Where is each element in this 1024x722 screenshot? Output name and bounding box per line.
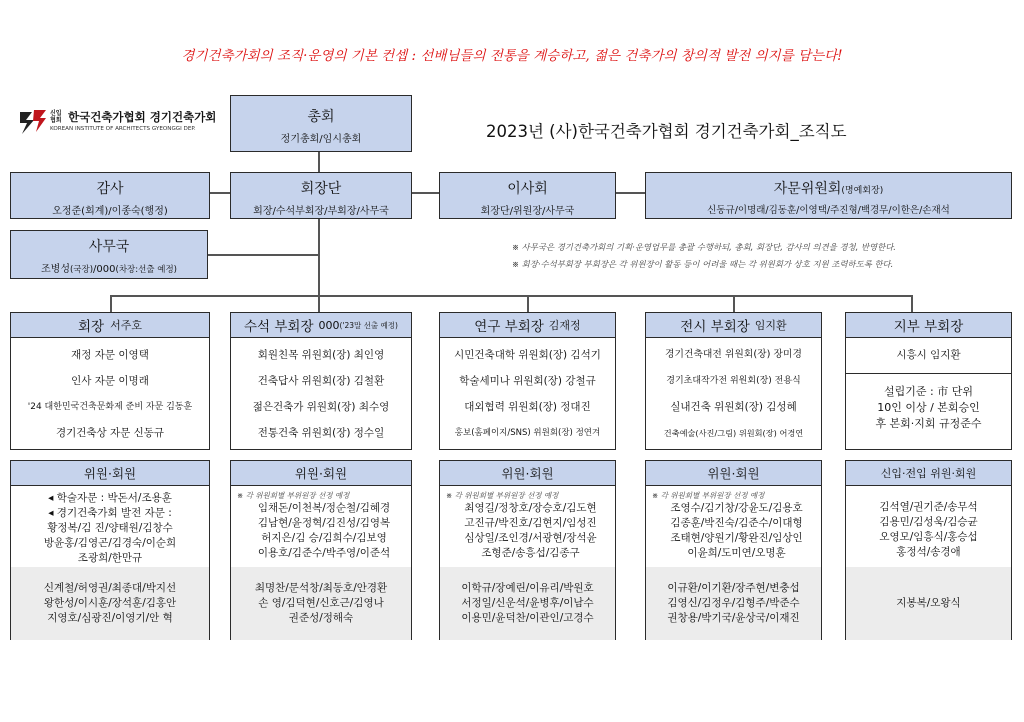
- audit-members: 오정준(회계)/이종숙(행정): [52, 206, 168, 217]
- president-header: [11, 313, 209, 338]
- division-item: 재정 자문 이영택: [71, 349, 149, 361]
- member-line: 조태현/양원기/황완진/임상인: [670, 532, 803, 544]
- connector-line: [616, 192, 645, 194]
- president-head: 회장: [78, 319, 105, 335]
- research-vp-header: [440, 313, 615, 338]
- logo: [18, 108, 218, 138]
- senior-vp-members-header: [231, 461, 411, 486]
- senior-vp-header: [231, 313, 411, 338]
- general-meeting-title: 총회: [307, 109, 335, 125]
- members-title: 위원·회원: [294, 466, 348, 481]
- logo-mark: 신입 협회: [50, 110, 62, 124]
- division-item: 인사 자문 이명래: [71, 375, 149, 387]
- president-members-box: [10, 460, 210, 640]
- general-meeting-box: [230, 95, 412, 152]
- general-meeting-sub: 정기총회/임시총회: [280, 134, 362, 145]
- secretariat-deputy: /000: [93, 264, 116, 275]
- member-line: 권창용/박기국/윤상국/이재진: [667, 612, 800, 624]
- member-line: 오영모/임흥식/홍승섭: [879, 531, 978, 543]
- branch-members-header: [846, 461, 1011, 486]
- connector-line: [527, 295, 529, 312]
- member-line: 방윤홍/김영곤/김경숙/이순희: [43, 537, 177, 549]
- branch-vp-header: [846, 313, 1011, 338]
- connector-line: [318, 295, 320, 312]
- member-line: 최영길/정창호/장승호/김도현: [464, 502, 597, 514]
- research-vp-members-box: [439, 460, 616, 640]
- secretariat-title: 사무국: [88, 239, 130, 255]
- connector-line: [110, 295, 912, 297]
- secretariat-members: [11, 260, 207, 275]
- senior-vp-head: 수석 부회장: [244, 319, 314, 335]
- president-box: [10, 312, 210, 450]
- member-line: 홍정석/송경애: [896, 546, 961, 558]
- member-line: 이용호/김준수/박주영/이준석: [257, 547, 391, 559]
- criteria-line: 설립기준 : 市 단위: [884, 385, 973, 398]
- member-line: 심상일/조인경/서광현/장석윤: [464, 532, 597, 544]
- members-top: [846, 486, 1011, 567]
- member-line: 허지은/김 승/김희수/김보영: [261, 532, 387, 544]
- document-title: 2023년 (사)한국건축가협회 경기건축가회_조직도: [486, 122, 847, 141]
- members-title: 위원·회원: [707, 466, 760, 481]
- kia-logo-icon: [18, 108, 48, 136]
- divider: [846, 373, 1011, 374]
- division-item: 경기초대작가전 위원회(장) 전용식: [666, 376, 801, 386]
- members-top: [11, 486, 209, 567]
- member-line: 이규환/이기환/장주현/변충섭: [667, 582, 800, 594]
- member-line: ◂ 학술자문 : 박돈서/조용훈: [48, 492, 172, 504]
- research-vp-head: 연구 부회장: [474, 319, 544, 335]
- connector-line: [318, 219, 320, 295]
- logo-name-ko: 한국건축가협회 경기건축가회: [68, 110, 217, 124]
- member-line: 고진규/박진호/김현지/임성진: [464, 517, 597, 529]
- division-item: 시민건축대학 위원회(장) 김석기: [454, 349, 601, 361]
- member-line: 권준성/정해숙: [288, 612, 354, 624]
- secretariat-chief-note: (국장): [69, 265, 94, 275]
- members-bottom: [11, 567, 209, 640]
- senior-vp-head-note: ('23말 선출 예정): [339, 320, 398, 330]
- note-line: ※ 회장·수석부회장 부회장은 각 위원장이 활동 등이 어려울 때는 각 위원회가 상호 지원 조력하도록 한다.: [512, 259, 894, 269]
- members-bottom: [646, 567, 821, 640]
- connector-line: [110, 295, 112, 312]
- members-title: 위원·회원: [83, 466, 137, 481]
- concept-tagline: 경기건축가회의 조직·운영의 기본 컨셉 : 선배님들의 전통을 계승하고, 젊은 건축가의 창의적 발전 의지를 담는다!: [181, 48, 843, 64]
- logo-name-en: KOREAN INSTITUTE OF ARCHITECTS GYEONGGI DEP.: [50, 126, 196, 132]
- members-top: [440, 486, 615, 567]
- member-line: 김남현/윤정혁/김진성/김영복: [257, 517, 391, 529]
- member-line: 임채돈/이천복/정순철/김혜경: [257, 502, 391, 514]
- branch-vp-box: [845, 312, 1012, 450]
- exhibition-vp-box: [645, 312, 822, 450]
- members-bottom: [846, 567, 1011, 640]
- audit-title: 감사: [96, 181, 124, 197]
- division-item: 건축답사 위원회(장) 김철환: [257, 375, 385, 387]
- member-line: 조광희/한만규: [77, 552, 143, 564]
- member-line: 김용민/김성욱/김승균: [879, 516, 978, 528]
- members-bottom: [231, 567, 411, 640]
- exhibition-vp-members-box: [645, 460, 822, 640]
- member-line: 조영수/김기창/강윤도/김용호: [670, 502, 803, 514]
- division-item: 경기건축대전 위원회(장) 장미경: [665, 349, 802, 360]
- division-item: 대외협력 위원회(장) 정대진: [464, 401, 591, 413]
- president-members-header: [11, 461, 209, 486]
- division-item: 전통건축 위원회(장) 정수일: [257, 427, 385, 439]
- member-line: 지영호/심광진/이영기/안 혁: [47, 612, 173, 624]
- leadership-sub: 회장/수석부회장/부회장/사무국: [253, 206, 389, 217]
- advisory-title-note: (명예회장): [841, 186, 884, 196]
- exhibition-vp-members-header: [646, 461, 821, 486]
- research-vp-members-header: [440, 461, 615, 486]
- exhibition-vp-head-name: 임지환: [754, 319, 787, 332]
- leadership-box: [230, 172, 412, 219]
- member-line: 신계철/허영권/최종대/박지선: [43, 582, 177, 594]
- branch-members-box: [845, 460, 1012, 640]
- secretariat-box: [10, 230, 208, 279]
- connector-line: [208, 254, 318, 256]
- secretariat-deputy-note: (차장:선출 예정): [115, 265, 177, 275]
- leadership-title: 회장단: [300, 181, 342, 197]
- members-title: 위원·회원: [501, 466, 554, 481]
- division-item: 젊은건축가 위원회(장) 최수영: [252, 401, 390, 413]
- note-line: ※ 사무국은 경기건축가회의 기획·운영업무를 총괄 수행하되, 총회, 회장단, 감사의 의견을 경청, 반영한다.: [512, 242, 896, 252]
- member-line: 김석열/권기준/송무석: [879, 501, 978, 513]
- members-top: [231, 486, 411, 567]
- member-line: ◂ 경기건축가회 발전 자문 :: [48, 507, 172, 519]
- notes: [512, 241, 990, 270]
- members-note: ※ 각 위원회별 부위원장 선정 예정: [237, 491, 350, 500]
- member-line: 이학규/장예린/이유리/박원호: [461, 582, 594, 594]
- advisory-title: 자문위원회: [773, 181, 842, 197]
- advisory-box: [645, 172, 1012, 219]
- audit-box: [10, 172, 210, 219]
- secretariat-chief: 조병성: [41, 264, 70, 275]
- division-item: 실내건축 위원회(장) 김성혜: [670, 401, 797, 413]
- connector-line: [911, 295, 913, 312]
- members-top: [646, 486, 821, 567]
- board-sub: 회장단/위원장/사무국: [480, 206, 575, 217]
- advisory-members: 신동규/이명래/김동훈/이영택/주진형/백경무/이한은/손재석: [707, 205, 950, 216]
- criteria-line: 10인 이상 / 본회승인: [877, 401, 980, 414]
- division-item: 건축예술(사진/그림) 위원회(장) 어경연: [663, 428, 804, 438]
- member-line: 이용민/윤덕찬/이관인/고경수: [461, 612, 594, 624]
- connector-line: [318, 152, 320, 172]
- connector-line: [733, 295, 735, 312]
- senior-vp-members-box: [230, 460, 412, 640]
- member-line: 서정일/신운석/윤병후/이남수: [461, 597, 594, 609]
- member-line: 손 영/김덕현/신호근/김영나: [258, 597, 384, 609]
- member-line: 이윤희/도미연/오명훈: [687, 547, 786, 559]
- branch-vp-head: 지부 부회장: [893, 319, 964, 335]
- division-item: 시흥시 임지환: [896, 349, 961, 361]
- research-vp-head-name: 김재정: [548, 319, 581, 332]
- members-title: 신입·전입 위원·회원: [880, 467, 977, 480]
- member-line: 황정복/김 진/양태원/김창수: [47, 522, 173, 534]
- senior-vp-box: [230, 312, 412, 450]
- member-line: 지봉복/오왕식: [896, 597, 961, 609]
- exhibition-vp-header: [646, 313, 821, 338]
- division-item: 회원친목 위원회(장) 최인영: [257, 349, 385, 361]
- member-line: 조형준/송흥섭/김종구: [481, 547, 580, 559]
- member-line: 왕한성/이시훈/장석훈/김홍안: [43, 597, 177, 609]
- division-item: 경기건축상 자문 신동규: [55, 427, 165, 439]
- board-title: 이사회: [507, 181, 548, 197]
- criteria-line: 후 본회·지회 규정준수: [875, 417, 982, 430]
- advisory-title-row: [646, 178, 1011, 198]
- member-line: 김종훈/박진숙/김준수/이대형: [670, 517, 803, 529]
- connector-line: [210, 192, 230, 194]
- division-item: 홍보(홈페이지/SNS) 위원회(장) 정연겨: [454, 428, 601, 438]
- senior-vp-head-name: 000: [318, 318, 340, 332]
- members-note: ※ 각 위원회별 부위원장 선정 예정: [652, 491, 765, 500]
- board-box: [439, 172, 616, 219]
- division-item: 학술세미나 위원회(장) 강철규: [459, 375, 596, 387]
- president-head-name: 서주호: [110, 319, 142, 332]
- member-line: 김영신/김정우/김형주/박준수: [667, 597, 800, 609]
- branch-criteria: [846, 384, 1011, 432]
- exhibition-vp-head: 전시 부회장: [680, 319, 750, 335]
- member-line: 최명찬/문석창/최동호/안경환: [254, 582, 388, 594]
- connector-line: [412, 192, 439, 194]
- members-note: ※ 각 위원회별 부위원장 선정 예정: [446, 491, 559, 500]
- members-bottom: [440, 567, 615, 640]
- research-vp-box: [439, 312, 616, 450]
- division-item: '24 대한민국건축문화제 준비 자문 김동훈: [27, 402, 193, 412]
